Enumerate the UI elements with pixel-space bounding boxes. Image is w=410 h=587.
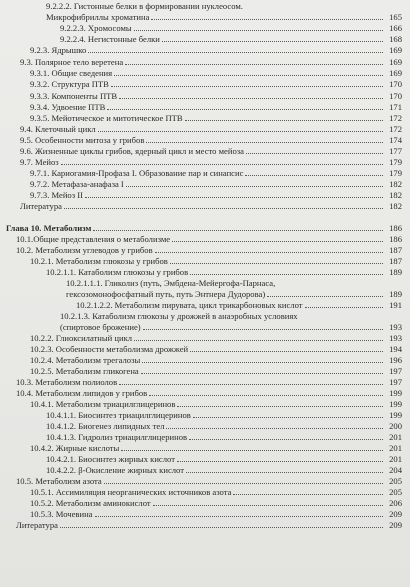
dot-leader — [162, 40, 383, 42]
toc-entry — [60, 23, 402, 33]
toc-page-number: 171 — [389, 102, 402, 112]
toc-page-number: 169 — [389, 57, 402, 67]
dot-leader — [245, 174, 383, 176]
toc-page-number: 179 — [389, 157, 402, 167]
toc-entry-title: 9.7.3. Мейоз II — [30, 190, 83, 200]
dot-leader — [119, 383, 383, 385]
toc-entry-title: 9.3.4. Удвоение ПТВ — [30, 102, 106, 112]
toc-entry-title: 10.3. Метаболизм полиолов — [16, 377, 118, 387]
dot-leader — [88, 51, 383, 53]
dot-leader — [104, 482, 383, 484]
toc-page-number: 168 — [389, 34, 402, 44]
dot-leader — [98, 130, 383, 132]
toc-entry-title: 10.4. Метаболизм липидов у грибов — [16, 388, 148, 398]
toc-page-number: 194 — [389, 344, 402, 354]
toc-page-number: 205 — [389, 487, 402, 497]
toc-entry-title: 9.7.1. Кариогамия-Профаза I. Образование пар и синапсис — [30, 168, 244, 178]
toc-page-number: 189 — [389, 289, 402, 299]
toc-entry — [30, 113, 402, 123]
dot-leader — [61, 163, 383, 165]
dot-leader — [93, 229, 383, 231]
toc-entry — [46, 465, 402, 475]
toc-entry-title: Микрофибриллы хроматина — [46, 12, 150, 22]
dot-leader — [170, 262, 383, 264]
toc-entry-title: Литература — [16, 520, 58, 530]
toc-entry — [66, 289, 402, 299]
toc-entry-title: 10.2.3. Особенности метаболизма дрожжей — [30, 344, 189, 354]
toc-page-number: 165 — [389, 12, 402, 22]
toc-entry — [30, 91, 402, 101]
toc-entry — [30, 68, 402, 78]
toc-page-number: 187 — [389, 256, 402, 266]
toc-entry — [76, 300, 402, 310]
toc-page-number: 200 — [389, 421, 402, 431]
toc-entry-title: 10.2.1.3. Катаболизм глюкозы у дрожжей в анаэробных условиях — [60, 311, 298, 321]
dot-leader — [186, 471, 383, 473]
toc-entry — [30, 498, 402, 508]
dot-leader — [166, 427, 383, 429]
toc-entry — [60, 322, 402, 332]
toc-entry-title: 10.5. Метаболизм азота — [16, 476, 102, 486]
toc-entry — [16, 520, 402, 530]
toc-entry-title: Глава 10. Метаболизм — [6, 223, 92, 233]
toc-entry — [46, 12, 402, 22]
toc-page-number: 209 — [389, 520, 402, 530]
toc-entry — [30, 79, 402, 89]
toc-page-number: 172 — [389, 124, 402, 134]
toc-page-number: 204 — [389, 465, 402, 475]
dot-leader — [64, 207, 383, 209]
toc-entry-title: 10.5.1. Ассимиляция неорганических источников азота — [30, 487, 232, 497]
toc-page-number: 189 — [389, 267, 402, 277]
toc-page-number: 187 — [389, 245, 402, 255]
toc-entry-title: 9.3. Полярное тело веретена — [20, 57, 124, 67]
dot-leader — [177, 460, 383, 462]
toc-page-number: 170 — [389, 91, 402, 101]
toc-entry-title: (спиртовое брожение) — [60, 322, 141, 332]
toc-entry — [30, 168, 402, 178]
dot-leader — [305, 306, 383, 308]
toc-page-number: 179 — [389, 168, 402, 178]
toc-entry-title: 10.2.1.1.1. Гликолиз (путь, Эмбдена-Мейергофа-Парнаса, — [66, 278, 276, 288]
dot-leader — [193, 416, 383, 418]
toc-entry-title: 10.1.Общие представления о метаболизме — [16, 234, 171, 244]
toc-entry — [46, 454, 402, 464]
toc-page-number: 186 — [389, 234, 402, 244]
toc-entry — [20, 57, 402, 67]
dot-leader — [190, 350, 383, 352]
dot-leader — [151, 18, 383, 20]
dot-leader — [85, 196, 383, 198]
dot-leader — [141, 372, 383, 374]
toc-entry-title: 10.4.2.1. Биосинтез жирных кислот — [46, 454, 175, 464]
toc-entry-title: 9.2.2.2. Гистонные белки в формировании нуклеосом. — [46, 1, 243, 11]
toc-entry — [46, 1, 402, 11]
toc-entry-title: Литература — [20, 201, 62, 211]
toc-page-number: 197 — [389, 366, 402, 376]
toc-entry — [46, 267, 402, 277]
toc-page-number: 186 — [389, 223, 402, 233]
dot-leader — [149, 394, 383, 396]
toc-page-number: 206 — [389, 498, 402, 508]
dot-leader — [126, 185, 383, 187]
toc-entry-title: 9.6. Жизненные циклы грибов, ядерный цикл и место мейоза — [20, 146, 244, 156]
toc-entry-title: 9.3.3. Компоненты ПТВ — [30, 91, 118, 101]
toc-page-number: 197 — [389, 377, 402, 387]
toc-entry-title: 10.2.1.1. Катаболизм глюкозы у грибов — [46, 267, 189, 277]
toc-entry-title: 9.2.2.3. Хромосомы — [60, 23, 132, 33]
toc-entry — [30, 487, 402, 497]
toc-page-number: 193 — [389, 333, 402, 343]
dot-leader — [107, 108, 383, 110]
toc-page-number: 199 — [389, 399, 402, 409]
dot-leader — [60, 526, 383, 528]
toc-entry — [60, 34, 402, 44]
dot-leader — [111, 85, 383, 87]
toc-page-number: 205 — [389, 476, 402, 486]
toc-entry-title: 10.2.5. Метаболизм гликогена — [30, 366, 139, 376]
dot-leader — [125, 63, 383, 65]
dot-leader — [121, 449, 383, 451]
toc-entry-title: 10.2.1.2.2. Метаболизм пирувата, цикл трикарбоновых кислот — [76, 300, 303, 310]
dot-leader — [246, 152, 383, 154]
toc-page-number: 172 — [389, 113, 402, 123]
toc-entry — [20, 135, 402, 145]
dot-leader — [233, 493, 383, 495]
toc-entry — [16, 476, 402, 486]
toc-entry — [30, 366, 402, 376]
toc-page-number: 182 — [389, 179, 402, 189]
toc-page-number: 209 — [389, 509, 402, 519]
dot-leader — [185, 119, 383, 121]
toc-entry-title: 9.3.2. Структура ПТВ — [30, 79, 109, 89]
toc-entry — [16, 377, 402, 387]
toc-page-number: 201 — [389, 443, 402, 453]
toc-entry — [30, 344, 402, 354]
toc-entry-title: 9.7.2. Метафаза-анафаза I — [30, 179, 124, 189]
dot-leader — [189, 438, 383, 440]
toc-entry — [30, 355, 402, 365]
toc-entry — [30, 179, 402, 189]
toc-entry — [46, 410, 402, 420]
toc-entry-title: 10.2.1. Метаболизм глюкозы у грибов — [30, 256, 168, 266]
toc-entry-title: 9.7. Мейоз — [20, 157, 59, 167]
toc-page-number: 196 — [389, 355, 402, 365]
toc-entry-title: 9.3.1. Общие сведения — [30, 68, 113, 78]
toc-entry — [16, 245, 402, 255]
toc-entry-title: 9.2.3. Ядрышко — [30, 45, 87, 55]
dot-leader — [146, 141, 383, 143]
toc-page-number: 170 — [389, 79, 402, 89]
toc-entry-title: гексозомонофосфатный путь, путь Энтнера Дудорова) — [66, 289, 266, 299]
toc-entry — [46, 421, 402, 431]
dot-leader — [134, 29, 383, 31]
toc-entry-title: 10.4.2. Жирные кислоты — [30, 443, 120, 453]
toc-entry — [20, 124, 402, 134]
toc-entry — [66, 278, 402, 288]
toc-entry — [30, 45, 402, 55]
toc-page-number: 201 — [389, 454, 402, 464]
dot-leader — [114, 74, 383, 76]
chapter-heading-entry — [6, 223, 402, 233]
toc-entry-title: 10.4.1.3. Гидролиз триацилглицеринов — [46, 432, 188, 442]
toc-entry-title: 10.4.1.2. Биогенез липидных тел — [46, 421, 165, 431]
toc-entry-title: 9.4. Клеточный цикл — [20, 124, 96, 134]
toc-entry-title: 10.4.1.1. Биосинтез триацилглицеринов — [46, 410, 191, 420]
toc-page-number: 193 — [389, 322, 402, 332]
toc-entry-title: 9.3.5. Мейотическое и митотическое ПТВ — [30, 113, 183, 123]
toc-page-number: 199 — [389, 388, 402, 398]
toc-page-number: 169 — [389, 68, 402, 78]
toc-entry-title: 9.5. Особенности митоза у грибов — [20, 135, 145, 145]
toc-entry — [30, 102, 402, 112]
toc-entry — [16, 388, 402, 398]
toc-entry — [46, 432, 402, 442]
dot-leader — [119, 97, 383, 99]
dot-leader — [172, 240, 383, 242]
toc-entry-title: 10.2. Метаболизм углеводов у грибов — [16, 245, 153, 255]
toc-page-number: 191 — [389, 300, 402, 310]
toc-entry — [30, 256, 402, 266]
toc-page-number: 182 — [389, 190, 402, 200]
dot-leader — [153, 504, 383, 506]
toc-entry-title: 10.5.2. Метаболизм аминокислот — [30, 498, 151, 508]
toc-entry-title: 10.2.2. Глиоксилатный цикл — [30, 333, 133, 343]
dot-leader — [267, 295, 383, 297]
dot-leader — [134, 339, 383, 341]
dot-leader — [177, 405, 383, 407]
toc-entry — [30, 509, 402, 519]
toc-entry — [30, 190, 402, 200]
toc-entry — [16, 234, 402, 244]
toc-page-number: 201 — [389, 432, 402, 442]
dot-leader — [190, 273, 383, 275]
toc-entry — [30, 333, 402, 343]
toc-entry-title: 9.2.2.4. Негистонные белки — [60, 34, 160, 44]
toc-entry-title: 10.5.3. Мочевина — [30, 509, 93, 519]
toc-entry-title: 10.4.1. Метаболизм триацилглицеринов — [30, 399, 176, 409]
toc-page-number: 169 — [389, 45, 402, 55]
toc-entry — [30, 399, 402, 409]
toc-entry — [20, 201, 402, 211]
toc-page-number: 177 — [389, 146, 402, 156]
toc-entry-title: 10.2.4. Метаболизм трегалозы — [30, 355, 141, 365]
dot-leader — [142, 361, 383, 363]
dot-leader — [143, 328, 383, 330]
toc-entry — [20, 157, 402, 167]
toc-page-number: 174 — [389, 135, 402, 145]
toc-entry-title: 10.4.2.2. β-Окисление жирных кислот — [46, 465, 184, 475]
dot-leader — [95, 515, 384, 517]
dot-leader — [155, 251, 383, 253]
toc-page-number: 166 — [389, 23, 402, 33]
toc-entry — [20, 146, 402, 156]
toc-page-number: 182 — [389, 201, 402, 211]
toc-entry — [30, 443, 402, 453]
toc-entry — [60, 311, 402, 321]
toc-page-number: 199 — [389, 410, 402, 420]
